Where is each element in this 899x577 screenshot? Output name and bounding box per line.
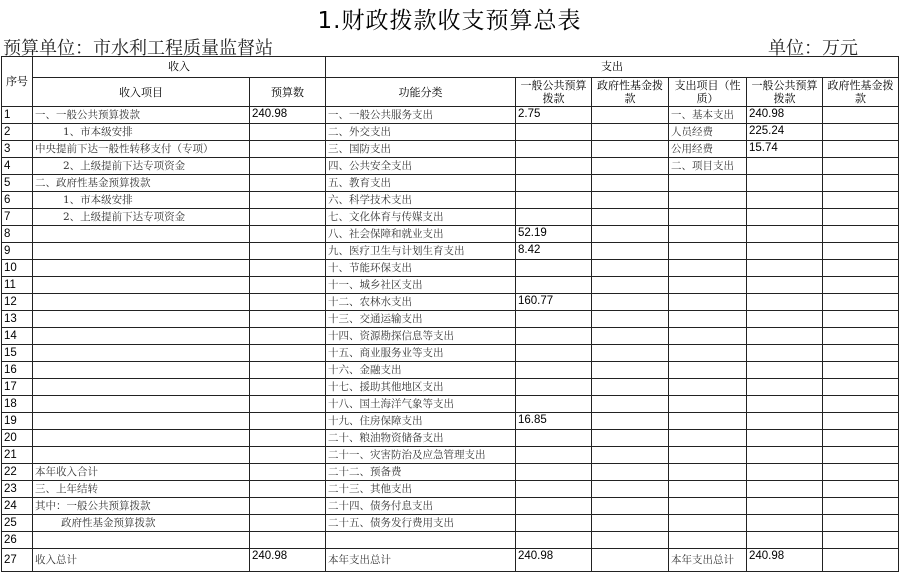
function-class-cell: 二十三、其他支出 xyxy=(326,481,516,498)
general-public-amount-cell xyxy=(516,362,592,379)
row-seq-cell: 25 xyxy=(2,515,33,532)
income-item-cell: 二、政府性基金预算拨款 xyxy=(33,175,250,192)
gov-fund-amount-cell xyxy=(592,379,669,396)
gov-fund-amount-2-cell xyxy=(823,294,899,311)
gov-fund-amount-cell xyxy=(592,328,669,345)
general-public-amount-2-cell xyxy=(747,498,823,515)
income-item-cell: 本年收入合计 xyxy=(33,464,250,481)
general-public-amount-cell xyxy=(516,430,592,447)
gov-fund-amount-2-cell xyxy=(823,396,899,413)
table-row xyxy=(2,277,899,294)
table-row xyxy=(2,345,899,362)
row-seq-cell: 10 xyxy=(2,260,33,277)
table-row xyxy=(2,124,899,141)
income-item-cell xyxy=(33,413,250,430)
row-seq-cell: 27 xyxy=(2,549,33,572)
row-seq-cell: 13 xyxy=(2,311,33,328)
general-public-amount-cell xyxy=(516,464,592,481)
expense-item-cell: 人员经费 xyxy=(669,124,747,141)
gov-fund-amount-cell xyxy=(592,362,669,379)
budget-summary-table xyxy=(1,56,899,572)
gov-fund-amount-2-cell xyxy=(823,345,899,362)
budget-amount-cell xyxy=(250,447,326,464)
budget-amount-cell xyxy=(250,532,326,549)
expense-item-cell xyxy=(669,175,747,192)
income-item-cell xyxy=(33,277,250,294)
income-item-cell xyxy=(33,379,250,396)
gov-fund-amount-2-cell xyxy=(823,430,899,447)
general-public-amount-2-cell xyxy=(747,345,823,362)
general-public-amount-cell xyxy=(516,447,592,464)
general-public-amount-cell xyxy=(516,175,592,192)
function-class-cell: 十八、国土海洋气象等支出 xyxy=(326,396,516,413)
gov-fund-amount-2-cell xyxy=(823,124,899,141)
gov-fund-amount-cell xyxy=(592,481,669,498)
table-row xyxy=(2,158,899,175)
row-seq-cell: 5 xyxy=(2,175,33,192)
budget-amount-cell xyxy=(250,209,326,226)
table-row xyxy=(2,515,899,532)
function-class-cell: 七、文化体育与传媒支出 xyxy=(326,209,516,226)
general-public-amount-cell xyxy=(516,481,592,498)
income-item-cell: 一、一般公共预算拨款 xyxy=(33,107,250,124)
table-row xyxy=(2,107,899,124)
table-row xyxy=(2,464,899,481)
budget-amount-cell xyxy=(250,328,326,345)
function-class-cell: 十七、援助其他地区支出 xyxy=(326,379,516,396)
income-item-cell xyxy=(33,226,250,243)
row-seq-cell: 2 xyxy=(2,124,33,141)
expense-item-cell xyxy=(669,311,747,328)
row-seq-cell: 7 xyxy=(2,209,33,226)
function-class-cell: 二、外交支出 xyxy=(326,124,516,141)
gov-fund-amount-2-cell xyxy=(823,158,899,175)
function-class-cell xyxy=(326,532,516,549)
table-row xyxy=(2,328,899,345)
budget-amount-cell xyxy=(250,175,326,192)
general-public-amount-cell xyxy=(516,328,592,345)
budget-amount-cell: 240.98 xyxy=(250,107,326,124)
table-row xyxy=(2,311,899,328)
table-row xyxy=(2,226,899,243)
expense-item-cell xyxy=(669,379,747,396)
gov-fund-amount-2-cell xyxy=(823,107,899,124)
expense-item-cell xyxy=(669,447,747,464)
expense-item-cell xyxy=(669,260,747,277)
expense-item-cell xyxy=(669,515,747,532)
general-public-amount-cell: 8.42 xyxy=(516,243,592,260)
general-public-amount-2-cell xyxy=(747,311,823,328)
income-item-cell xyxy=(33,447,250,464)
gov-fund-amount-cell xyxy=(592,515,669,532)
general-public-amount-cell xyxy=(516,396,592,413)
gov-fund-amount-2-cell xyxy=(823,192,899,209)
row-seq-cell: 6 xyxy=(2,192,33,209)
general-public-amount-cell xyxy=(516,311,592,328)
row-seq-cell: 20 xyxy=(2,430,33,447)
general-public-amount-2-cell xyxy=(747,481,823,498)
gov-fund-amount-2-cell xyxy=(823,447,899,464)
gov-fund-amount-2-cell xyxy=(823,175,899,192)
general-public-amount-2-cell xyxy=(747,192,823,209)
row-seq-cell: 21 xyxy=(2,447,33,464)
expense-item-cell: 本年支出总计 xyxy=(669,549,747,572)
budget-amount-cell xyxy=(250,158,326,175)
gov-fund-amount-cell xyxy=(592,413,669,430)
budget-amount-cell xyxy=(250,362,326,379)
income-item-cell xyxy=(33,328,250,345)
gov-fund-amount-cell xyxy=(592,226,669,243)
row-seq-cell: 12 xyxy=(2,294,33,311)
gov-fund-amount-2-cell xyxy=(823,481,899,498)
table-row xyxy=(2,447,899,464)
general-public-amount-cell xyxy=(516,192,592,209)
income-item-cell: 2、上级提前下达专项资金 xyxy=(33,209,250,226)
function-class-cell: 八、社会保障和就业支出 xyxy=(326,226,516,243)
budget-amount-cell xyxy=(250,141,326,158)
general-public-amount-cell xyxy=(516,498,592,515)
table-row xyxy=(2,481,899,498)
header-gov-fund-2: 政府性基金拨款 xyxy=(823,78,899,107)
general-public-amount-2-cell xyxy=(747,362,823,379)
income-item-cell xyxy=(33,311,250,328)
row-seq-cell: 9 xyxy=(2,243,33,260)
gov-fund-amount-2-cell xyxy=(823,498,899,515)
general-public-amount-2-cell xyxy=(747,243,823,260)
income-item-cell: 2、上级提前下达专项资金 xyxy=(33,158,250,175)
function-class-cell: 二十五、债务发行费用支出 xyxy=(326,515,516,532)
table-row xyxy=(2,141,899,158)
table-row xyxy=(2,498,899,515)
general-public-amount-2-cell xyxy=(747,515,823,532)
gov-fund-amount-2-cell xyxy=(823,226,899,243)
expense-item-cell: 一、基本支出 xyxy=(669,107,747,124)
table-row xyxy=(2,430,899,447)
expense-item-cell: 二、项目支出 xyxy=(669,158,747,175)
gov-fund-amount-2-cell xyxy=(823,549,899,572)
gov-fund-amount-cell xyxy=(592,532,669,549)
row-seq-cell: 26 xyxy=(2,532,33,549)
row-seq-cell: 8 xyxy=(2,226,33,243)
general-public-amount-2-cell xyxy=(747,396,823,413)
gov-fund-amount-cell xyxy=(592,175,669,192)
page-title: 1.财政拨款收支预算总表 xyxy=(317,8,582,34)
general-public-amount-2-cell xyxy=(747,328,823,345)
gov-fund-amount-2-cell xyxy=(823,243,899,260)
gov-fund-amount-2-cell xyxy=(823,464,899,481)
budget-amount-cell xyxy=(250,379,326,396)
general-public-amount-cell: 16.85 xyxy=(516,413,592,430)
header-income-item: 收入项目 xyxy=(33,78,250,107)
expense-item-cell xyxy=(669,345,747,362)
gov-fund-amount-cell xyxy=(592,277,669,294)
income-item-cell xyxy=(33,362,250,379)
header-income: 收入 xyxy=(33,57,326,78)
budget-amount-cell xyxy=(250,124,326,141)
expense-item-cell xyxy=(669,430,747,447)
table-row xyxy=(2,243,899,260)
function-class-cell: 二十四、债务付息支出 xyxy=(326,498,516,515)
gov-fund-amount-2-cell xyxy=(823,260,899,277)
row-seq-cell: 4 xyxy=(2,158,33,175)
income-item-cell: 三、上年结转 xyxy=(33,481,250,498)
table-row xyxy=(2,532,899,549)
general-public-amount-2-cell xyxy=(747,226,823,243)
general-public-amount-2-cell: 15.74 xyxy=(747,141,823,158)
general-public-amount-2-cell xyxy=(747,277,823,294)
table-row xyxy=(2,396,899,413)
expense-item-cell xyxy=(669,243,747,260)
general-public-amount-cell xyxy=(516,532,592,549)
table-row xyxy=(2,413,899,430)
general-public-amount-cell: 240.98 xyxy=(516,549,592,572)
header-general-public-2: 一般公共预算拨款 xyxy=(747,78,823,107)
gov-fund-amount-cell xyxy=(592,345,669,362)
budget-amount-cell xyxy=(250,294,326,311)
row-seq-cell: 23 xyxy=(2,481,33,498)
general-public-amount-cell: 160.77 xyxy=(516,294,592,311)
budget-amount-cell: 240.98 xyxy=(250,549,326,572)
general-public-amount-2-cell xyxy=(747,379,823,396)
gov-fund-amount-2-cell xyxy=(823,532,899,549)
general-public-amount-2-cell xyxy=(747,209,823,226)
expense-item-cell xyxy=(669,294,747,311)
income-item-cell xyxy=(33,294,250,311)
row-seq-cell: 19 xyxy=(2,413,33,430)
gov-fund-amount-cell xyxy=(592,498,669,515)
expense-item-cell xyxy=(669,277,747,294)
income-item-cell: 收入总计 xyxy=(33,549,250,572)
income-item-cell xyxy=(33,243,250,260)
gov-fund-amount-cell xyxy=(592,158,669,175)
row-seq-cell: 15 xyxy=(2,345,33,362)
header-budget-amount: 预算数 xyxy=(250,78,326,107)
general-public-amount-cell xyxy=(516,379,592,396)
gov-fund-amount-cell xyxy=(592,294,669,311)
budget-amount-cell xyxy=(250,192,326,209)
row-seq-cell: 11 xyxy=(2,277,33,294)
expense-item-cell xyxy=(669,481,747,498)
expense-item-cell: 公用经费 xyxy=(669,141,747,158)
expense-item-cell xyxy=(669,532,747,549)
income-item-cell: 1、市本级安排 xyxy=(33,124,250,141)
function-class-cell: 十、节能环保支出 xyxy=(326,260,516,277)
general-public-amount-cell xyxy=(516,345,592,362)
expense-item-cell xyxy=(669,498,747,515)
row-seq-cell: 14 xyxy=(2,328,33,345)
income-item-cell xyxy=(33,396,250,413)
currency-unit-label: 单位：万元 xyxy=(768,38,858,59)
header-general-public-1: 一般公共预算拨款 xyxy=(516,78,592,107)
general-public-amount-cell xyxy=(516,124,592,141)
header-function-class: 功能分类 xyxy=(326,78,516,107)
income-item-cell: 中央提前下达一般性转移支付（专项） xyxy=(33,141,250,158)
general-public-amount-cell xyxy=(516,277,592,294)
budget-amount-cell xyxy=(250,277,326,294)
row-seq-cell: 22 xyxy=(2,464,33,481)
header-expense-item: 支出项目（性质） xyxy=(669,78,747,107)
table-row xyxy=(2,192,899,209)
function-class-cell: 一、一般公共服务支出 xyxy=(326,107,516,124)
table-row xyxy=(2,260,899,277)
row-seq-cell: 18 xyxy=(2,396,33,413)
budget-amount-cell xyxy=(250,498,326,515)
gov-fund-amount-2-cell xyxy=(823,413,899,430)
function-class-cell: 十四、资源勘探信息等支出 xyxy=(326,328,516,345)
function-class-cell: 十三、交通运输支出 xyxy=(326,311,516,328)
gov-fund-amount-2-cell xyxy=(823,209,899,226)
gov-fund-amount-2-cell xyxy=(823,362,899,379)
expense-item-cell xyxy=(669,362,747,379)
table-row xyxy=(2,362,899,379)
gov-fund-amount-cell xyxy=(592,447,669,464)
gov-fund-amount-cell xyxy=(592,209,669,226)
function-class-cell: 四、公共安全支出 xyxy=(326,158,516,175)
function-class-cell: 五、教育支出 xyxy=(326,175,516,192)
function-class-cell: 三、国防支出 xyxy=(326,141,516,158)
income-item-cell: 1、市本级安排 xyxy=(33,192,250,209)
gov-fund-amount-cell xyxy=(592,107,669,124)
function-class-cell: 二十、粮油物资储备支出 xyxy=(326,430,516,447)
gov-fund-amount-cell xyxy=(592,124,669,141)
gov-fund-amount-cell xyxy=(592,141,669,158)
income-item-cell: 政府性基金预算拨款 xyxy=(33,515,250,532)
general-public-amount-2-cell: 240.98 xyxy=(747,107,823,124)
row-seq-cell: 16 xyxy=(2,362,33,379)
gov-fund-amount-cell xyxy=(592,243,669,260)
expense-item-cell xyxy=(669,209,747,226)
general-public-amount-2-cell xyxy=(747,158,823,175)
income-item-cell xyxy=(33,532,250,549)
function-class-cell: 十五、商业服务业等支出 xyxy=(326,345,516,362)
general-public-amount-2-cell xyxy=(747,294,823,311)
expense-item-cell xyxy=(669,396,747,413)
gov-fund-amount-2-cell xyxy=(823,311,899,328)
function-class-cell: 十二、农林水支出 xyxy=(326,294,516,311)
general-public-amount-cell xyxy=(516,515,592,532)
function-class-cell: 十六、金融支出 xyxy=(326,362,516,379)
general-public-amount-2-cell xyxy=(747,260,823,277)
budget-amount-cell xyxy=(250,396,326,413)
gov-fund-amount-2-cell xyxy=(823,379,899,396)
general-public-amount-cell xyxy=(516,260,592,277)
budget-amount-cell xyxy=(250,226,326,243)
function-class-cell: 十九、住房保障支出 xyxy=(326,413,516,430)
general-public-amount-2-cell xyxy=(747,464,823,481)
function-class-cell: 二十二、预备费 xyxy=(326,464,516,481)
budget-amount-cell xyxy=(250,311,326,328)
gov-fund-amount-2-cell xyxy=(823,328,899,345)
income-item-cell xyxy=(33,430,250,447)
general-public-amount-cell xyxy=(516,158,592,175)
general-public-amount-2-cell: 240.98 xyxy=(747,549,823,572)
general-public-amount-2-cell xyxy=(747,447,823,464)
expense-item-cell xyxy=(669,328,747,345)
budget-amount-cell xyxy=(250,481,326,498)
table-row xyxy=(2,175,899,192)
budget-unit-name: 预算单位：市水利工程质量监督站 xyxy=(3,38,273,59)
gov-fund-amount-cell xyxy=(592,311,669,328)
function-class-cell: 六、科学技术支出 xyxy=(326,192,516,209)
general-public-amount-cell: 52.19 xyxy=(516,226,592,243)
gov-fund-amount-cell xyxy=(592,549,669,572)
income-item-cell xyxy=(33,260,250,277)
gov-fund-amount-2-cell xyxy=(823,141,899,158)
gov-fund-amount-2-cell xyxy=(823,277,899,294)
budget-amount-cell xyxy=(250,260,326,277)
row-seq-cell: 17 xyxy=(2,379,33,396)
row-seq-cell: 24 xyxy=(2,498,33,515)
general-public-amount-2-cell xyxy=(747,532,823,549)
gov-fund-amount-cell xyxy=(592,260,669,277)
table-row xyxy=(2,549,899,572)
gov-fund-amount-2-cell xyxy=(823,515,899,532)
gov-fund-amount-cell xyxy=(592,430,669,447)
income-item-cell: 其中：一般公共预算拨款 xyxy=(33,498,250,515)
general-public-amount-2-cell: 225.24 xyxy=(747,124,823,141)
expense-item-cell xyxy=(669,464,747,481)
budget-amount-cell xyxy=(250,464,326,481)
table-row xyxy=(2,294,899,311)
function-class-cell: 十一、城乡社区支出 xyxy=(326,277,516,294)
general-public-amount-cell xyxy=(516,141,592,158)
header-gov-fund-1: 政府性基金拨款 xyxy=(592,78,669,107)
budget-amount-cell xyxy=(250,243,326,260)
function-class-cell: 二十一、灾害防治及应急管理支出 xyxy=(326,447,516,464)
general-public-amount-cell: 2.75 xyxy=(516,107,592,124)
table-row xyxy=(2,209,899,226)
income-item-cell xyxy=(33,345,250,362)
general-public-amount-2-cell xyxy=(747,430,823,447)
budget-amount-cell xyxy=(250,345,326,362)
function-class-cell: 本年支出总计 xyxy=(326,549,516,572)
row-seq-cell: 3 xyxy=(2,141,33,158)
function-class-cell: 九、医疗卫生与计划生育支出 xyxy=(326,243,516,260)
expense-item-cell xyxy=(669,226,747,243)
row-seq-cell: 1 xyxy=(2,107,33,124)
expense-item-cell xyxy=(669,192,747,209)
gov-fund-amount-cell xyxy=(592,396,669,413)
general-public-amount-cell xyxy=(516,209,592,226)
table-row xyxy=(2,379,899,396)
gov-fund-amount-cell xyxy=(592,464,669,481)
header-seq: 序号 xyxy=(2,57,33,107)
budget-amount-cell xyxy=(250,413,326,430)
budget-amount-cell xyxy=(250,430,326,447)
header-expense: 支出 xyxy=(326,57,899,78)
general-public-amount-2-cell xyxy=(747,175,823,192)
gov-fund-amount-cell xyxy=(592,192,669,209)
budget-amount-cell xyxy=(250,515,326,532)
general-public-amount-2-cell xyxy=(747,413,823,430)
expense-item-cell xyxy=(669,413,747,430)
